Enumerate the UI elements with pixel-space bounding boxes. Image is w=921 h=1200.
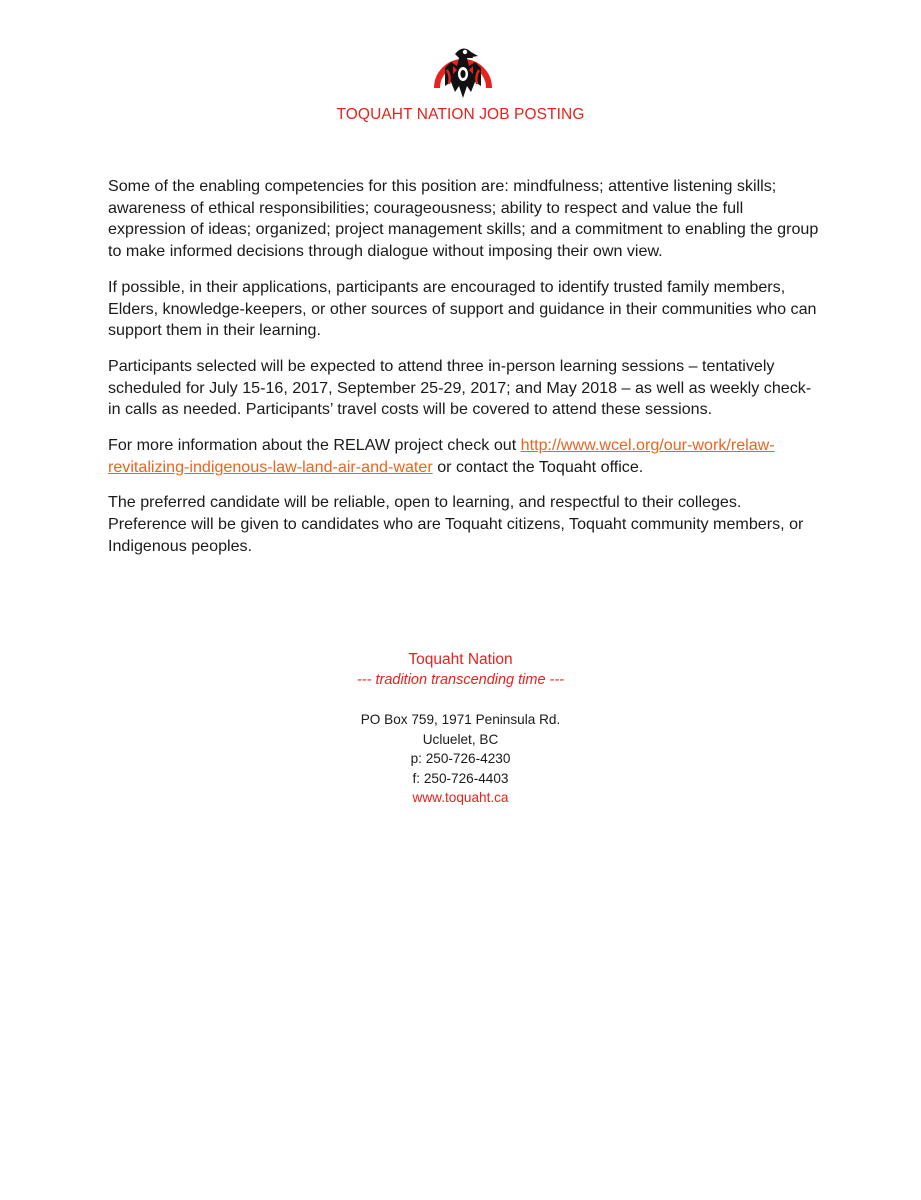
paragraph-support: If possible, in their applications, participants are encouraged to identify trusted family members, Elders, knowledge-keepers, or other sources of support and guidance in their communities who can support them in their learning. bbox=[108, 277, 817, 340]
fax-number: f: 250-726-4403 bbox=[412, 770, 509, 786]
phone-number: p: 250-726-4230 bbox=[410, 751, 511, 766]
address-line-2: Ucluelet, BC bbox=[422, 731, 499, 747]
toquaht-logo-icon bbox=[431, 36, 495, 106]
paragraph-preferred-candidate: The preferred candidate will be reliable, open to learning, and respectful to their colleges. Preference will be given to candidates who are Toquaht citizens, Toquaht community members, or Indigenous peoples. bbox=[108, 493, 804, 555]
address-line-1: PO Box 759, 1971 Peninsula Rd. bbox=[360, 712, 561, 727]
paragraph-more-info bbox=[108, 435, 820, 478]
paragraph-competencies: Some of the enabling competencies for this position are: mindfulness; attentive listening skills; awareness of ethical responsibilities; courageousness; ability to respect and value the full expression of ideas; organized; project management skills; and a commitment to enabling the group to make informed decisions through dialogue without imposing their own view. bbox=[108, 177, 819, 261]
relaw-project-link[interactable]: http://www.wcel.org/our-work/relaw-revitalizing-indigenous-law-land-air-and-water bbox=[108, 436, 775, 476]
website-link[interactable]: www.toquaht.ca bbox=[412, 790, 509, 805]
footer bbox=[0, 649, 921, 808]
paragraph-sessions: Participants selected will be expected to attend three in-person learning sessions – tentatively scheduled for July 15-16, 2017, September 25-29, 2017; and May 2018 – as well as weekly check-in calls as needed. Participants’ travel costs will be covered to attend these sessions. bbox=[108, 356, 812, 419]
posting-body bbox=[108, 176, 820, 572]
tagline: --- tradition transcending time --- bbox=[356, 672, 565, 688]
more-info-contact-text: or contact the Toquaht office. bbox=[432, 457, 644, 476]
more-info-text: For more information about the RELAW project check out bbox=[108, 436, 521, 455]
org-name: Toquaht Nation bbox=[408, 651, 513, 668]
page-title: TOQUAHT NATION JOB POSTING bbox=[336, 106, 585, 123]
address-block bbox=[0, 710, 921, 808]
